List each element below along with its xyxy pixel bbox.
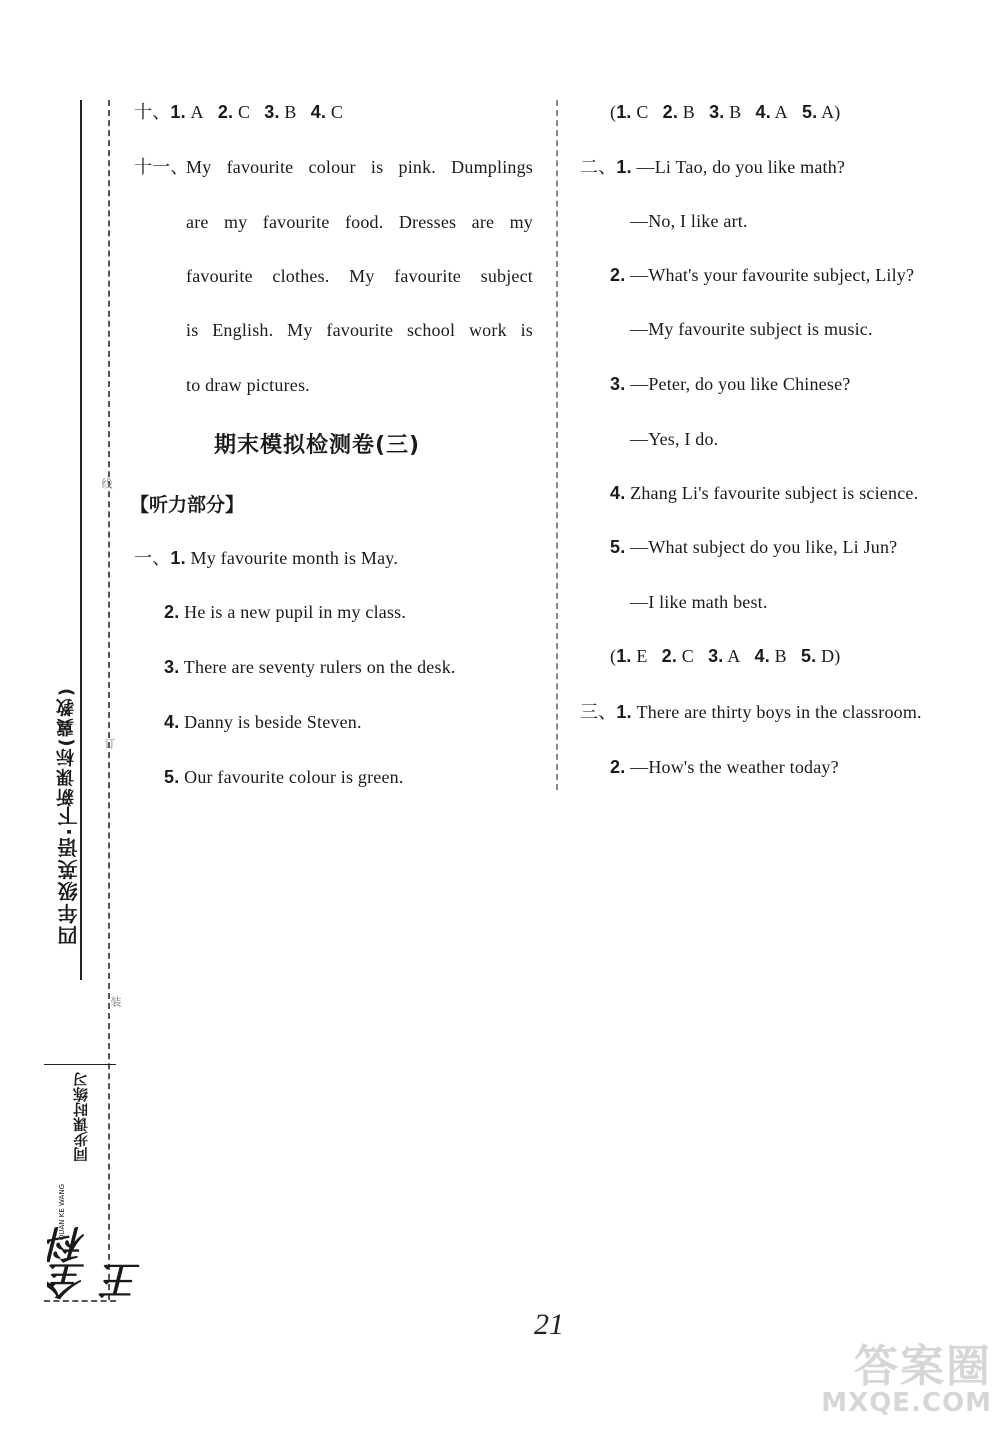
dialogue-line: —My favourite subject is music. xyxy=(630,319,873,339)
dialogue-line: 4. Zhang Li's favourite subject is science. xyxy=(610,483,919,503)
column-divider xyxy=(556,100,558,790)
margin-mark-xian: 线 xyxy=(100,478,113,489)
margin-dashed-foot xyxy=(44,1300,116,1302)
dialogue-line: 三、1. There are thirty boys in the classroom. xyxy=(580,702,922,722)
brand-subtitle: 同步课时练习 xyxy=(72,1072,90,1162)
answer-key-2: (1. E 2. C 3. A 4. B 5. D) xyxy=(610,646,841,666)
paragraph-line: favourite clothes. My favourite subject xyxy=(186,266,533,286)
brand-title: 全科王 xyxy=(47,1228,147,1300)
dialogue-line: 二、1. —Li Tao, do you like math? xyxy=(580,157,846,177)
section-prefix: 十、 xyxy=(134,102,171,122)
answer-key-1: (1. C 2. B 3. B 4. A 5. A) xyxy=(610,102,841,122)
dialogue-line: 2. —What's your favourite subject, Lily? xyxy=(610,265,915,285)
listening-item: 3. There are seventy rulers on the desk. xyxy=(164,657,456,677)
section-eleven-prefix: 十一、 xyxy=(134,157,189,177)
dialogue-line: —No, I like art. xyxy=(630,211,748,231)
brand-pinyin: QUAN KE WANG xyxy=(58,1184,66,1241)
paragraph-line: My favourite colour is pink. Dumplings xyxy=(186,157,533,177)
paragraph-line: is English. My favourite school work is xyxy=(186,320,533,340)
margin-underline xyxy=(44,1064,116,1065)
dialogue-line: 3. —Peter, do you like Chinese? xyxy=(610,374,851,394)
dialogue-line: —I like math best. xyxy=(630,592,768,612)
page-number: 21 xyxy=(534,1308,564,1341)
dialogue-line: 5. —What subject do you like, Li Jun? xyxy=(610,537,898,557)
watermark-url: MXQE.COM xyxy=(821,1388,992,1418)
watermark-title: 答案圈 xyxy=(854,1341,992,1392)
brand-logo xyxy=(40,1072,147,1300)
margin-mark-zhuang: 装 xyxy=(109,996,122,1007)
paragraph-line: to draw pictures. xyxy=(186,375,310,395)
answers-section-ten: 十、1. A 2. C 3. B 4. C xyxy=(134,102,344,122)
margin-mark-ding: 订 xyxy=(103,738,116,749)
exam-title: 期末模拟检测卷(三) xyxy=(214,433,421,458)
site-watermark xyxy=(821,1330,998,1430)
binding-dashed-line xyxy=(108,100,110,1300)
dialogue-line: 2. —How's the weather today? xyxy=(610,757,839,777)
listening-item: 5. Our favourite colour is green. xyxy=(164,767,404,787)
listening-item: 一、1. My favourite month is May. xyxy=(134,548,399,568)
dialogue-line: —Yes, I do. xyxy=(630,429,719,449)
paragraph-line: are my favourite food. Dresses are my xyxy=(186,212,533,232)
listening-item: 4. Danny is beside Steven. xyxy=(164,712,362,732)
edition-label: 新课标(冀教) xyxy=(56,686,77,807)
listening-section-label: 【听力部分】 xyxy=(130,494,245,516)
listening-item: 2. He is a new pupil in my class. xyxy=(164,602,407,622)
subject-label: 四年级英语·下 xyxy=(57,804,81,946)
